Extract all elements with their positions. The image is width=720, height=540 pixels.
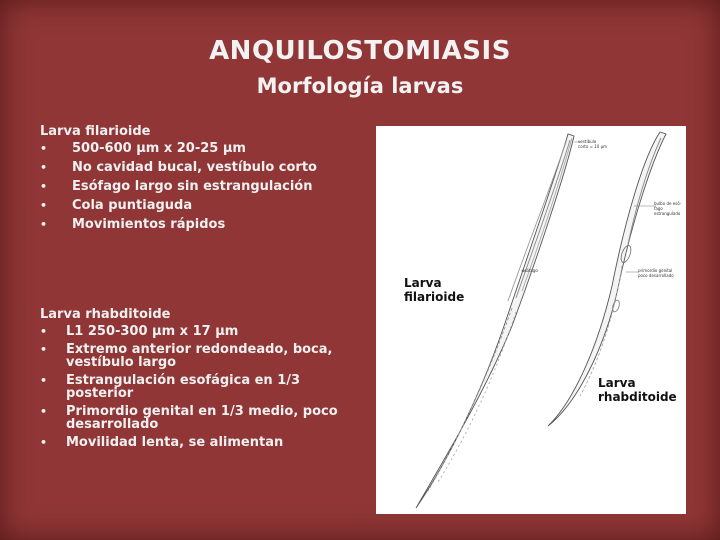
note-text: corto = 10 μm bbox=[578, 144, 608, 149]
rhabditoide-heading: Larva rhabditoide bbox=[40, 307, 171, 322]
list-item: • Estrangulación esofágica en 1/3 posterior bbox=[40, 374, 360, 400]
rhabditoide-section bbox=[40, 307, 360, 454]
list-item: • No cavidad bucal, vestíbulo corto bbox=[40, 161, 360, 175]
filarioide-larva-drawing bbox=[416, 134, 574, 508]
filarioide-list bbox=[40, 142, 360, 232]
note-bulbo bbox=[654, 201, 686, 216]
note-esofago: esófago bbox=[522, 268, 538, 273]
list-item: • Movimientos rápidos bbox=[40, 218, 360, 232]
label-larva-filarioide: Larva filarioide bbox=[404, 276, 465, 304]
note-text: fago estrangulado bbox=[654, 206, 681, 216]
slide-title: ANQUILOSTOMIASIS bbox=[209, 36, 511, 66]
list-item: • Movilidad lenta, se alimentan bbox=[40, 436, 360, 449]
slide-subtitle: Morfología larvas bbox=[256, 74, 464, 98]
note-text: primordio genital bbox=[638, 268, 673, 273]
note-text: poco desarrollado bbox=[638, 273, 674, 278]
list-item: • Esófago largo sin estrangulación bbox=[40, 180, 360, 194]
filarioide-heading: Larva filarioide bbox=[40, 124, 151, 139]
list-item: • Extremo anterior redondeado, boca, vestíbulo largo bbox=[40, 343, 360, 369]
note-text: vestíbulo bbox=[578, 139, 597, 144]
rhabditoide-list bbox=[40, 325, 360, 449]
label-larva-rhabditoide: Larva rhabditoide bbox=[598, 376, 677, 404]
note-vestibulo bbox=[578, 139, 607, 149]
note-primordio bbox=[638, 268, 674, 278]
list-item: • 500-600 μm x 20-25 μm bbox=[40, 142, 360, 156]
note-text: bulbo de esó- bbox=[654, 201, 682, 206]
larvae-drawing bbox=[376, 126, 686, 514]
list-item: • Cola puntiaguda bbox=[40, 199, 360, 213]
list-item: • Primordio genital en 1/3 medio, poco desarrollado bbox=[40, 405, 360, 431]
filarioide-section bbox=[40, 124, 360, 237]
larvae-illustration bbox=[376, 126, 686, 514]
list-item: • L1 250-300 μm x 17 μm bbox=[40, 325, 360, 338]
